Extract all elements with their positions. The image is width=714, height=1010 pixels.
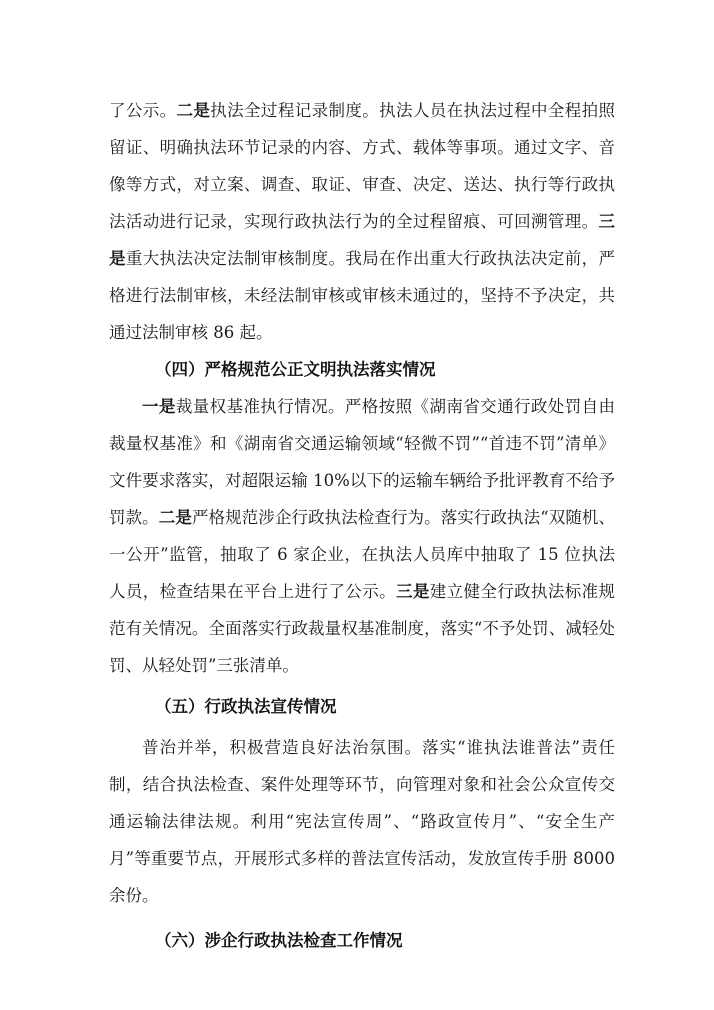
spacer: [109, 914, 615, 922]
emphasis-second: 二是: [158, 508, 192, 527]
section-heading-4: （四）严格规范公正文明执法落实情况: [155, 360, 436, 379]
section-heading-6: （六）涉企行政执法检查工作情况: [155, 931, 403, 950]
emphasis-third: 三是: [395, 582, 430, 601]
paragraph-text: 执法全过程记录制度。执法人员在执法过程中全程拍照留证、明确执法环节记录的内容、方式、载体等事项。通过文字、音像等方式，对立案、调查、取证、审查、决定、送达、执行等行政执法活动进行记录，实现行政执法行为的全过程留痕、可回溯管理。: [109, 101, 616, 231]
document-body: [109, 92, 615, 959]
paragraph-publicity: 普治并举，积极营造良好法治氛围。落实“谁执法谁普法”责任制，结合执法检查、案件处理等环节，向管理对象和社会公众宣传交通运输法律法规。利用“宪法宣传周”、“路政宣传月”、“安全生产月”等重要节点，开展形式多样的普法宣传活动，发放宣传手册 8000 余份。: [109, 738, 615, 905]
paragraph-text: 了公示。: [109, 101, 177, 120]
paragraph-fair-enforcement: [109, 388, 615, 684]
paragraph-text: 严格规范涉企行政执法检查行为。落实行政执法“双随机、一公开”监管，抽取了 6 家企业，在执法人员库中抽取了 15 位执法人员，检查结果在平台上进行了公示。: [109, 508, 616, 601]
emphasis-second: 二是: [176, 101, 211, 120]
paragraph-text: 重大执法决定法制审核制度。我局在作出重大行政执法决定前，严格进行法制审核，未经法制审核或审核未通过的，坚持不予决定，共通过法制审核 86 起。: [109, 249, 616, 342]
paragraph-text: 裁量权基准执行情况。严格按照《湖南省交通行政处罚自由裁量权基准》和《湖南省交通运输领域“轻微不罚”“首违不罚”清单》文件要求落实，对超限运输 10%以下的运输车辆给予批评教育不给予罚款。: [109, 397, 616, 527]
emphasis-first: 一是: [142, 397, 176, 416]
section-heading-5: （五）行政执法宣传情况: [155, 697, 337, 716]
paragraph-enforcement-records: [109, 92, 615, 351]
emphasis-third: 三是: [109, 212, 615, 268]
paragraph-text: 建立健全行政执法标准规范有关情况。全面落实行政裁量权基准制度，落实“不予处罚、减轻处罚、从轻处罚”三张清单。: [109, 582, 616, 675]
